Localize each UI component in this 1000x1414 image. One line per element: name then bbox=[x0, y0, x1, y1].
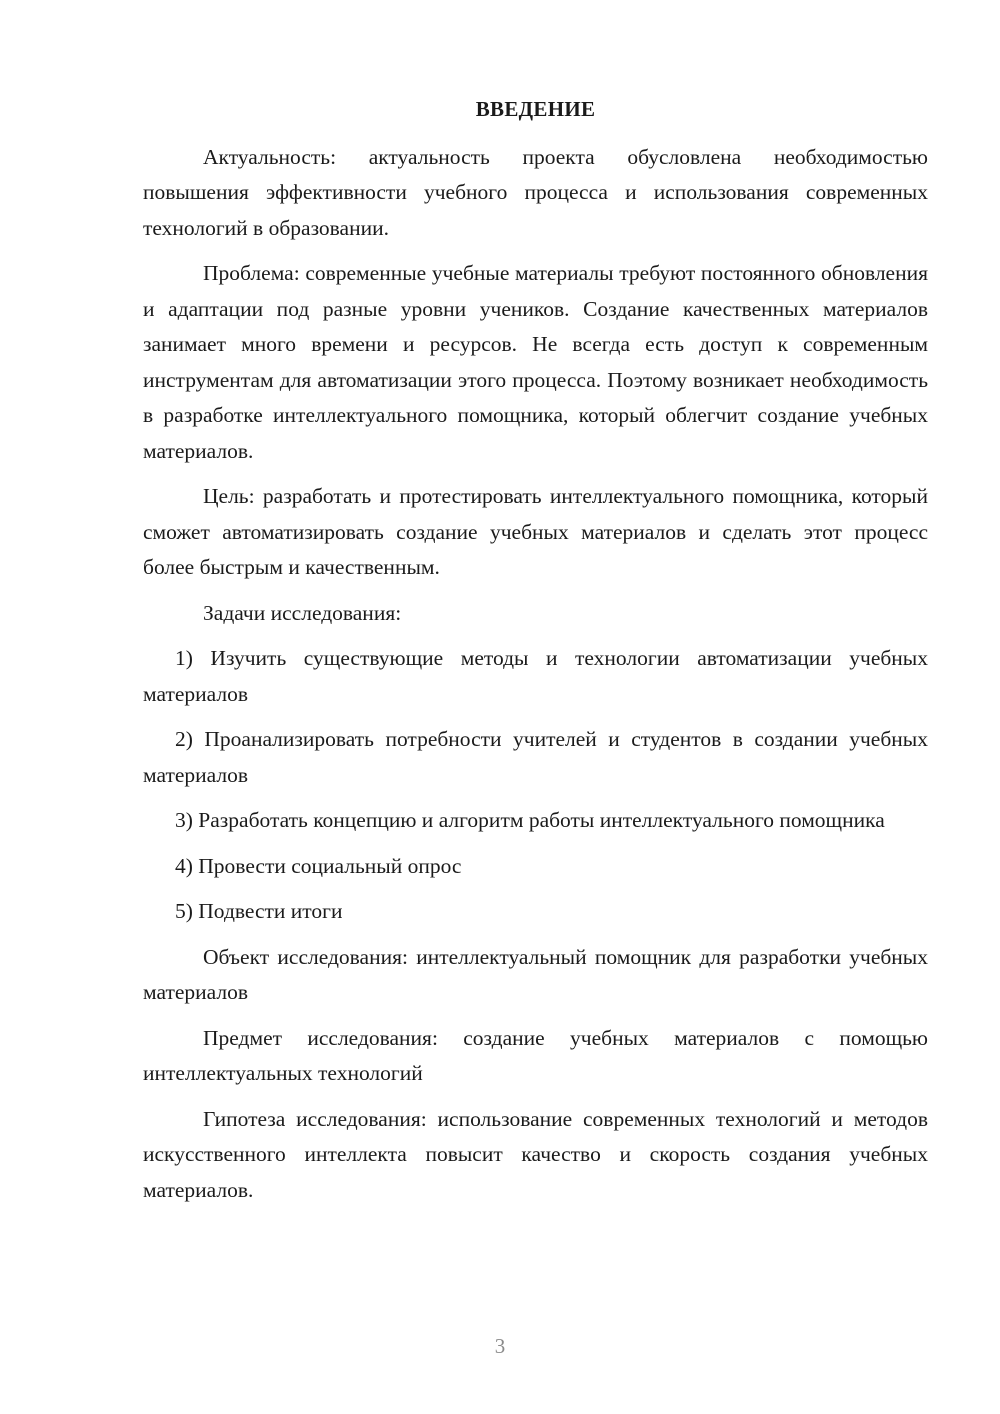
object-paragraph: Объект исследования: интеллектуальный помощник для разработки учебных материалов bbox=[143, 944, 928, 1004]
task-item-5: 5) Подвести итоги bbox=[175, 899, 343, 923]
problem-paragraph: Проблема: современные учебные материалы требуют постоянного обновления и адаптации под разные уровни учеников. Создание качественных материалов занимает много времени и ресурсов. Не всегда есть доступ к современным инструментам для автоматизации этого процесса. Поэтому возникает необходимость в разработке интеллектуального помощника, который облегчит создание учебных материалов. bbox=[143, 261, 928, 463]
section-title: ВВЕДЕНИЕ bbox=[475, 97, 596, 121]
hypothesis-paragraph: Гипотеза исследования: использование современных технологий и методов искусственного интеллекта повысит качество и скорость создания учебных материалов. bbox=[143, 1106, 928, 1202]
page-number: 3 bbox=[494, 1334, 506, 1358]
relevance-paragraph: Актуальность: актуальность проекта обусловлена необходимостью повышения эффективности учебного процесса и использования современных технологий в образовании. bbox=[143, 144, 928, 240]
task-item-4: 4) Провести социальный опрос bbox=[175, 853, 462, 878]
task-item-1: 1) Изучить существующие методы и технологии автоматизации учебных материалов bbox=[143, 646, 928, 706]
tasks-heading: Задачи исследования: bbox=[203, 600, 402, 625]
task-item-3: 3) Разработать концепцию и алгоритм работы интеллектуального помощника bbox=[175, 808, 885, 832]
subject-paragraph: Предмет исследования: создание учебных материалов с помощью интеллектуальных технологий bbox=[143, 1025, 928, 1085]
task-item-2: 2) Проанализировать потребности учителей и студентов в создании учебных материалов bbox=[143, 727, 928, 787]
goal-paragraph: Цель: разработать и протестировать интеллектуального помощника, который сможет автоматизировать создание учебных материалов и сделать этот процесс более быстрым и качественным. bbox=[143, 484, 928, 579]
document-page bbox=[143, 92, 928, 1218]
